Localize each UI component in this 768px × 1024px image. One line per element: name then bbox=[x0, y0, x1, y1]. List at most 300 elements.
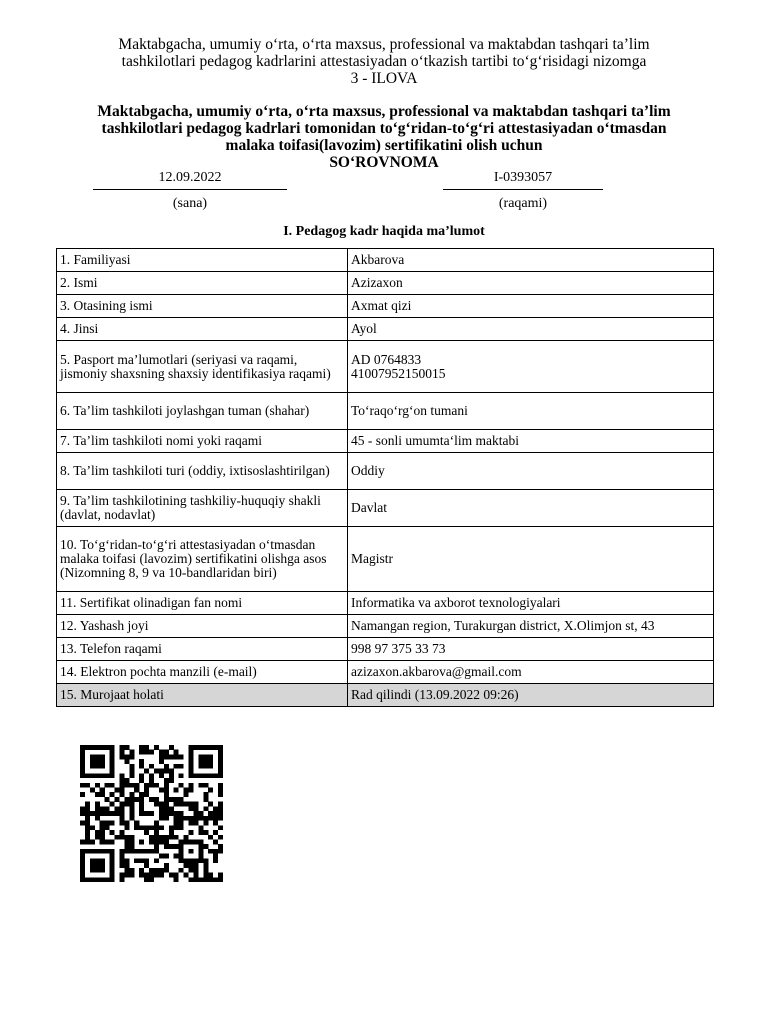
personal-id-number: 41007952150015 bbox=[351, 365, 446, 381]
qr-module bbox=[179, 868, 184, 873]
qr-module bbox=[218, 844, 223, 849]
qr-module bbox=[90, 745, 95, 750]
row-label: 11. Sertifikat olinadigan fan nomi bbox=[57, 592, 348, 615]
qr-module bbox=[174, 844, 179, 849]
qr-module bbox=[174, 802, 179, 807]
qr-module bbox=[154, 769, 159, 774]
qr-module bbox=[203, 844, 208, 849]
qr-module bbox=[95, 835, 100, 840]
qr-module bbox=[139, 802, 144, 807]
qr-module bbox=[95, 849, 100, 854]
qr-module bbox=[174, 854, 179, 859]
qr-module bbox=[100, 773, 105, 778]
qr-module bbox=[105, 797, 110, 802]
qr-module bbox=[100, 835, 105, 840]
qr-module bbox=[110, 839, 115, 844]
qr-module bbox=[95, 806, 100, 811]
qr-module bbox=[218, 873, 223, 878]
qr-module bbox=[198, 783, 203, 788]
qr-module bbox=[100, 821, 105, 826]
qr-module bbox=[208, 877, 213, 882]
qr-module bbox=[154, 783, 159, 788]
qr-module bbox=[80, 759, 85, 764]
qr-module bbox=[218, 806, 223, 811]
qr-module bbox=[129, 873, 134, 878]
qr-module bbox=[174, 750, 179, 755]
qr-module bbox=[208, 788, 213, 793]
qr-module bbox=[213, 816, 218, 821]
qr-module bbox=[124, 797, 129, 802]
qr-module bbox=[149, 797, 154, 802]
qr-module bbox=[218, 769, 223, 774]
qr-module bbox=[198, 854, 203, 859]
qr-module bbox=[188, 764, 193, 769]
regulation-reference bbox=[0, 36, 768, 87]
qr-module bbox=[203, 877, 208, 882]
qr-module bbox=[164, 844, 169, 849]
qr-module bbox=[110, 802, 115, 807]
qr-module bbox=[198, 759, 203, 764]
qr-module bbox=[110, 821, 115, 826]
qr-module bbox=[208, 764, 213, 769]
qr-module bbox=[95, 830, 100, 835]
qr-module bbox=[124, 821, 129, 826]
qr-module bbox=[139, 764, 144, 769]
qr-module bbox=[159, 854, 164, 859]
qr-module bbox=[80, 769, 85, 774]
qr-module bbox=[119, 858, 124, 863]
qr-module bbox=[139, 858, 144, 863]
qr-module bbox=[149, 868, 154, 873]
qr-module bbox=[159, 816, 164, 821]
qr-module bbox=[193, 806, 198, 811]
qr-module bbox=[80, 811, 85, 816]
qr-module bbox=[184, 858, 189, 863]
qr-module bbox=[95, 802, 100, 807]
date-value: 12.09.2022 bbox=[93, 170, 287, 190]
qr-module bbox=[213, 811, 218, 816]
qr-module bbox=[85, 816, 90, 821]
qr-module bbox=[115, 811, 120, 816]
qr-module bbox=[184, 816, 189, 821]
qr-module bbox=[110, 759, 115, 764]
qr-module bbox=[124, 873, 129, 878]
qr-module bbox=[159, 769, 164, 774]
qr-module bbox=[164, 750, 169, 755]
qr-module bbox=[149, 764, 154, 769]
qr-module bbox=[110, 830, 115, 835]
qr-code-icon bbox=[80, 745, 223, 882]
qr-module bbox=[213, 854, 218, 859]
qr-module bbox=[198, 825, 203, 830]
qr-module bbox=[80, 792, 85, 797]
qr-module bbox=[154, 835, 159, 840]
qr-module bbox=[139, 868, 144, 873]
qr-module bbox=[119, 754, 124, 759]
qr-module bbox=[115, 806, 120, 811]
qr-module bbox=[149, 877, 154, 882]
qr-module bbox=[124, 835, 129, 840]
qr-module bbox=[203, 754, 208, 759]
qr-module bbox=[90, 863, 95, 868]
qr-module bbox=[154, 802, 159, 807]
table-row bbox=[57, 341, 714, 393]
qr-module bbox=[198, 849, 203, 854]
qr-module bbox=[139, 750, 144, 755]
qr-module bbox=[154, 873, 159, 878]
passport-series: AD 0764833 bbox=[351, 351, 422, 367]
qr-module bbox=[124, 839, 129, 844]
qr-module bbox=[134, 825, 139, 830]
qr-module bbox=[95, 783, 100, 788]
qr-module bbox=[119, 835, 124, 840]
qr-module bbox=[154, 839, 159, 844]
qr-module bbox=[129, 849, 134, 854]
qr-module bbox=[105, 839, 110, 844]
qr-module bbox=[110, 750, 115, 755]
qr-module bbox=[179, 858, 184, 863]
qr-module bbox=[129, 764, 134, 769]
qr-module bbox=[159, 835, 164, 840]
qr-module bbox=[203, 759, 208, 764]
row-value: 998 97 375 33 73 bbox=[348, 638, 714, 661]
qr-module bbox=[159, 759, 164, 764]
qr-module bbox=[149, 839, 154, 844]
qr-module bbox=[169, 873, 174, 878]
qr-module bbox=[169, 811, 174, 816]
qr-module bbox=[179, 773, 184, 778]
qr-module bbox=[90, 825, 95, 830]
qr-module bbox=[129, 769, 134, 774]
qr-module bbox=[198, 858, 203, 863]
row-value: Informatika va axborot texnologiyalari bbox=[348, 592, 714, 615]
qr-module bbox=[124, 863, 129, 868]
qr-module bbox=[90, 773, 95, 778]
table-row bbox=[57, 615, 714, 638]
qr-module bbox=[188, 788, 193, 793]
qr-module bbox=[188, 821, 193, 826]
qr-module bbox=[149, 778, 154, 783]
qr-module bbox=[188, 773, 193, 778]
table-row bbox=[57, 272, 714, 295]
row-label: 7. Ta’lim tashkiloti nomi yoki raqami bbox=[57, 430, 348, 453]
qr-module bbox=[164, 754, 169, 759]
qr-module bbox=[119, 863, 124, 868]
qr-module bbox=[129, 792, 134, 797]
qr-module bbox=[105, 821, 110, 826]
qr-module bbox=[159, 802, 164, 807]
qr-module bbox=[100, 764, 105, 769]
qr-module bbox=[159, 773, 164, 778]
row-label: 9. Ta’lim tashkilotining tashkiliy-huquqiy shakli (davlat, nodavlat) bbox=[57, 490, 348, 527]
number-field bbox=[443, 170, 603, 212]
qr-module bbox=[110, 849, 115, 854]
qr-module bbox=[90, 849, 95, 854]
qr-module bbox=[110, 773, 115, 778]
row-label: 6. Ta’lim tashkiloti joylashgan tuman (shahar) bbox=[57, 393, 348, 430]
qr-module bbox=[119, 849, 124, 854]
qr-module bbox=[169, 830, 174, 835]
qr-module bbox=[184, 863, 189, 868]
qr-module bbox=[193, 839, 198, 844]
qr-module bbox=[154, 849, 159, 854]
qr-module bbox=[144, 873, 149, 878]
status-row bbox=[57, 684, 714, 707]
qr-module bbox=[174, 873, 179, 878]
qr-module bbox=[100, 839, 105, 844]
qr-module bbox=[139, 811, 144, 816]
row-label: 5. Pasport ma’lumotlari (seriyasi va raqami, jismoniy shaxsning shaxsiy identifikasiya raqami) bbox=[57, 341, 348, 393]
qr-module bbox=[164, 839, 169, 844]
qr-module bbox=[203, 764, 208, 769]
qr-module bbox=[159, 788, 164, 793]
qr-module bbox=[188, 816, 193, 821]
qr-module bbox=[124, 759, 129, 764]
qr-module bbox=[208, 873, 213, 878]
qr-module bbox=[95, 759, 100, 764]
qr-module bbox=[218, 849, 223, 854]
qr-module bbox=[193, 745, 198, 750]
qr-module bbox=[159, 750, 164, 755]
qr-module bbox=[159, 825, 164, 830]
qr-module bbox=[85, 835, 90, 840]
qr-module bbox=[164, 811, 169, 816]
qr-module bbox=[144, 849, 149, 854]
qr-module bbox=[218, 835, 223, 840]
qr-module bbox=[203, 858, 208, 863]
qr-module bbox=[119, 792, 124, 797]
qr-module bbox=[164, 854, 169, 859]
qr-module bbox=[208, 754, 213, 759]
qr-module bbox=[203, 830, 208, 835]
qr-module bbox=[149, 811, 154, 816]
qr-module bbox=[169, 745, 174, 750]
row-value bbox=[348, 341, 714, 393]
qr-module bbox=[95, 863, 100, 868]
qr-module bbox=[85, 773, 90, 778]
qr-module bbox=[208, 759, 213, 764]
qr-module bbox=[198, 877, 203, 882]
qr-module bbox=[213, 858, 218, 863]
qr-module bbox=[159, 811, 164, 816]
qr-module bbox=[144, 788, 149, 793]
qr-module bbox=[95, 816, 100, 821]
row-label: 1. Familiyasi bbox=[57, 249, 348, 272]
qr-module bbox=[179, 844, 184, 849]
qr-module bbox=[198, 839, 203, 844]
qr-module bbox=[154, 797, 159, 802]
qr-module bbox=[164, 816, 169, 821]
row-label: 2. Ismi bbox=[57, 272, 348, 295]
qr-module bbox=[124, 754, 129, 759]
qr-module bbox=[144, 783, 149, 788]
qr-module bbox=[169, 825, 174, 830]
qr-module bbox=[100, 792, 105, 797]
qr-module bbox=[193, 877, 198, 882]
qr-module bbox=[164, 863, 169, 868]
qr-module bbox=[203, 873, 208, 878]
qr-module bbox=[105, 849, 110, 854]
qr-module bbox=[203, 868, 208, 873]
qr-module bbox=[164, 769, 169, 774]
qr-module bbox=[218, 773, 223, 778]
number-caption: (raqami) bbox=[498, 196, 548, 211]
qr-module bbox=[198, 844, 203, 849]
table-row bbox=[57, 430, 714, 453]
qr-module bbox=[124, 858, 129, 863]
qr-module bbox=[124, 802, 129, 807]
qr-module bbox=[169, 797, 174, 802]
qr-module bbox=[139, 806, 144, 811]
qr-module bbox=[218, 759, 223, 764]
qr-module bbox=[119, 788, 124, 793]
qr-module bbox=[188, 754, 193, 759]
qr-module bbox=[95, 877, 100, 882]
qr-module bbox=[139, 778, 144, 783]
row-label: 12. Yashash joyi bbox=[57, 615, 348, 638]
qr-module bbox=[90, 764, 95, 769]
qr-module bbox=[105, 825, 110, 830]
qr-module bbox=[169, 806, 174, 811]
qr-module bbox=[119, 854, 124, 859]
qr-module bbox=[144, 769, 149, 774]
qr-module bbox=[129, 754, 134, 759]
qr-module bbox=[100, 754, 105, 759]
qr-module bbox=[139, 839, 144, 844]
regulation-line-1: Maktabgacha, umumiy o‘rta, o‘rta maxsus, professional va maktabdan tashqari ta’lim bbox=[118, 36, 650, 53]
qr-module bbox=[193, 863, 198, 868]
qr-module bbox=[144, 863, 149, 868]
qr-module bbox=[119, 830, 124, 835]
qr-module bbox=[179, 802, 184, 807]
title-line-1: Maktabgacha, umumiy o‘rta, o‘rta maxsus, professional va maktabdan tashqari ta’lim bbox=[97, 103, 671, 120]
qr-module bbox=[179, 821, 184, 826]
qr-module bbox=[188, 830, 193, 835]
qr-module bbox=[80, 873, 85, 878]
qr-module bbox=[169, 773, 174, 778]
qr-module bbox=[193, 811, 198, 816]
table-row bbox=[57, 393, 714, 430]
qr-module bbox=[174, 825, 179, 830]
qr-module bbox=[164, 835, 169, 840]
row-value: Axmat qizi bbox=[348, 295, 714, 318]
table-row bbox=[57, 592, 714, 615]
qr-module bbox=[105, 745, 110, 750]
qr-module bbox=[85, 802, 90, 807]
qr-module bbox=[85, 811, 90, 816]
table-row bbox=[57, 249, 714, 272]
qr-module bbox=[154, 745, 159, 750]
qr-module bbox=[134, 849, 139, 854]
document-title bbox=[0, 103, 768, 171]
qr-module bbox=[218, 750, 223, 755]
qr-module bbox=[203, 792, 208, 797]
qr-module bbox=[188, 783, 193, 788]
table-row bbox=[57, 318, 714, 341]
qr-module bbox=[179, 797, 184, 802]
qr-module bbox=[110, 792, 115, 797]
qr-module bbox=[129, 868, 134, 873]
qr-module bbox=[164, 778, 169, 783]
qr-module bbox=[188, 806, 193, 811]
qr-module bbox=[90, 839, 95, 844]
qr-module bbox=[179, 816, 184, 821]
qr-module bbox=[119, 821, 124, 826]
qr-module bbox=[110, 877, 115, 882]
qr-module bbox=[198, 754, 203, 759]
qr-module bbox=[193, 868, 198, 873]
qr-module bbox=[110, 811, 115, 816]
qr-module bbox=[193, 802, 198, 807]
qr-module bbox=[188, 877, 193, 882]
table-row bbox=[57, 490, 714, 527]
qr-module bbox=[164, 792, 169, 797]
row-value: Namangan region, Turakurgan district, X.Olimjon st, 43 bbox=[348, 615, 714, 638]
qr-module bbox=[144, 858, 149, 863]
row-label: 10. To‘g‘ridan-to‘g‘ri attestasiyadan o‘tmasdan malaka toifasi (lavozim) sertifikatini olishga asos (Nizomning 8, 9 va 10-bandlaridan biri) bbox=[57, 527, 348, 592]
row-label: 14. Elektron pochta manzili (e-mail) bbox=[57, 661, 348, 684]
qr-module bbox=[85, 821, 90, 826]
qr-module bbox=[110, 764, 115, 769]
row-label: 4. Jinsi bbox=[57, 318, 348, 341]
qr-module bbox=[179, 754, 184, 759]
qr-module bbox=[134, 821, 139, 826]
qr-module bbox=[218, 802, 223, 807]
qr-module bbox=[85, 877, 90, 882]
qr-module bbox=[115, 835, 120, 840]
qr-module bbox=[218, 783, 223, 788]
qr-module bbox=[80, 783, 85, 788]
row-label: 8. Ta’lim tashkiloti turi (oddiy, ixtisoslashtirilgan) bbox=[57, 453, 348, 490]
qr-module bbox=[193, 873, 198, 878]
qr-module bbox=[218, 877, 223, 882]
row-label: 13. Telefon raqami bbox=[57, 638, 348, 661]
title-line-4: SO‘ROVNOMA bbox=[329, 154, 439, 171]
qr-module bbox=[110, 873, 115, 878]
qr-module bbox=[203, 806, 208, 811]
qr-module bbox=[100, 788, 105, 793]
qr-module bbox=[154, 825, 159, 830]
qr-module bbox=[119, 802, 124, 807]
qr-module bbox=[218, 788, 223, 793]
qr-module bbox=[110, 754, 115, 759]
qr-module bbox=[159, 839, 164, 844]
qr-module bbox=[193, 858, 198, 863]
table-row bbox=[57, 295, 714, 318]
qr-module bbox=[85, 839, 90, 844]
title-line-2: tashkilotlari pedagog kadrlari tomonidan to‘g‘ridan-to‘g‘ri attestasiyadan o‘tmasdan bbox=[101, 120, 667, 137]
qr-module bbox=[90, 868, 95, 873]
qr-module bbox=[134, 797, 139, 802]
qr-module bbox=[174, 764, 179, 769]
qr-module bbox=[184, 792, 189, 797]
qr-module bbox=[184, 873, 189, 878]
qr-module bbox=[129, 750, 134, 755]
qr-module bbox=[213, 877, 218, 882]
qr-module bbox=[144, 792, 149, 797]
qr-module bbox=[218, 816, 223, 821]
qr-module bbox=[80, 806, 85, 811]
qr-module bbox=[80, 839, 85, 844]
qr-module bbox=[124, 825, 129, 830]
qr-module bbox=[164, 802, 169, 807]
qr-module bbox=[124, 849, 129, 854]
status-value: Rad qilindi (13.09.2022 09:26) bbox=[348, 684, 714, 707]
qr-module bbox=[193, 821, 198, 826]
qr-module bbox=[198, 811, 203, 816]
qr-module bbox=[90, 754, 95, 759]
qr-module bbox=[85, 849, 90, 854]
